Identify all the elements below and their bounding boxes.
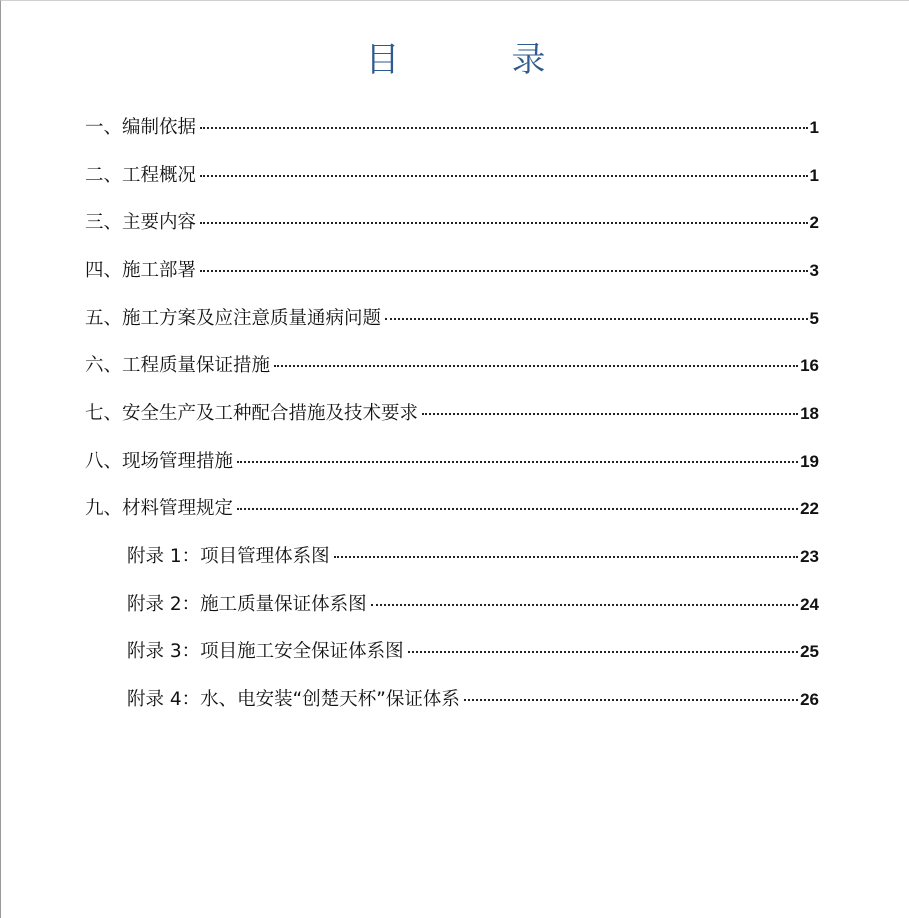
toc-leader-dots [237,461,798,463]
toc-entry-label: 三、主要内容 [85,212,197,233]
toc-title [1,31,909,81]
toc-entry-13[interactable] [127,685,819,715]
toc-entry-10[interactable] [127,542,819,572]
toc-entry-1[interactable] [85,113,819,143]
toc-entry-12[interactable] [127,637,819,667]
toc-entry-page: 2 [809,213,819,232]
toc-entry-page: 25 [800,642,819,661]
toc-leader-dots [422,413,798,415]
toc-leader-dots [371,604,798,606]
toc-entry-page: 5 [809,309,819,328]
toc-leader-dots [464,699,798,701]
toc-entry-9[interactable] [85,494,819,524]
toc-leader-dots [237,508,798,510]
toc-entry-page: 22 [800,499,819,518]
toc-entry-page: 24 [800,595,819,614]
toc-leader-dots [334,556,798,558]
toc-entry-page: 19 [800,452,819,471]
toc-entry-page: 18 [800,404,819,423]
toc-entry-7[interactable] [85,399,819,429]
toc-entry-label: 四、施工部署 [85,260,197,281]
toc-leader-dots [274,365,798,367]
toc-entry-label: 九、材料管理规定 [85,498,234,519]
toc-entry-label: 二、工程概况 [85,165,197,186]
toc-entry-5[interactable] [85,304,819,334]
toc-leader-dots [200,175,808,177]
toc-entry-page: 23 [800,547,819,566]
toc-entry-label: 附录 4：水、电安装“创楚天杯”保证体系 [127,689,460,710]
toc-entry-11[interactable] [127,590,819,620]
toc-entry-label: 七、安全生产及工种配合措施及技术要求 [85,403,419,424]
toc-entry-label: 附录 1：项目管理体系图 [127,546,330,567]
toc-entry-page: 1 [809,166,819,185]
toc-entry-label: 附录 3：项目施工安全保证体系图 [127,641,404,662]
toc-entry-4[interactable] [85,256,819,286]
toc-entry-page: 16 [800,356,819,375]
toc-entry-page: 1 [809,118,819,137]
toc-entry-label: 附录 2：施工质量保证体系图 [127,594,367,615]
toc-entry-3[interactable] [85,208,819,238]
toc-leader-dots [200,222,808,224]
toc-leader-dots [385,318,808,320]
toc-entry-6[interactable] [85,351,819,381]
toc-title-char-2: 录 [511,39,546,80]
toc-entry-page: 26 [800,690,819,709]
toc-entry-label: 一、编制依据 [85,117,197,138]
toc-leader-dots [200,270,808,272]
toc-entry-2[interactable] [85,161,819,191]
toc-leader-dots [200,127,808,129]
toc-entry-label: 八、现场管理措施 [85,451,234,472]
toc-leader-dots [408,651,798,653]
toc-entry-label: 六、工程质量保证措施 [85,355,271,376]
toc-entry-page: 3 [809,261,819,280]
toc-entry-label: 五、施工方案及应注意质量通病问题 [85,308,382,329]
toc-entry-8[interactable] [85,447,819,477]
toc-title-char-1: 目 [365,39,400,80]
